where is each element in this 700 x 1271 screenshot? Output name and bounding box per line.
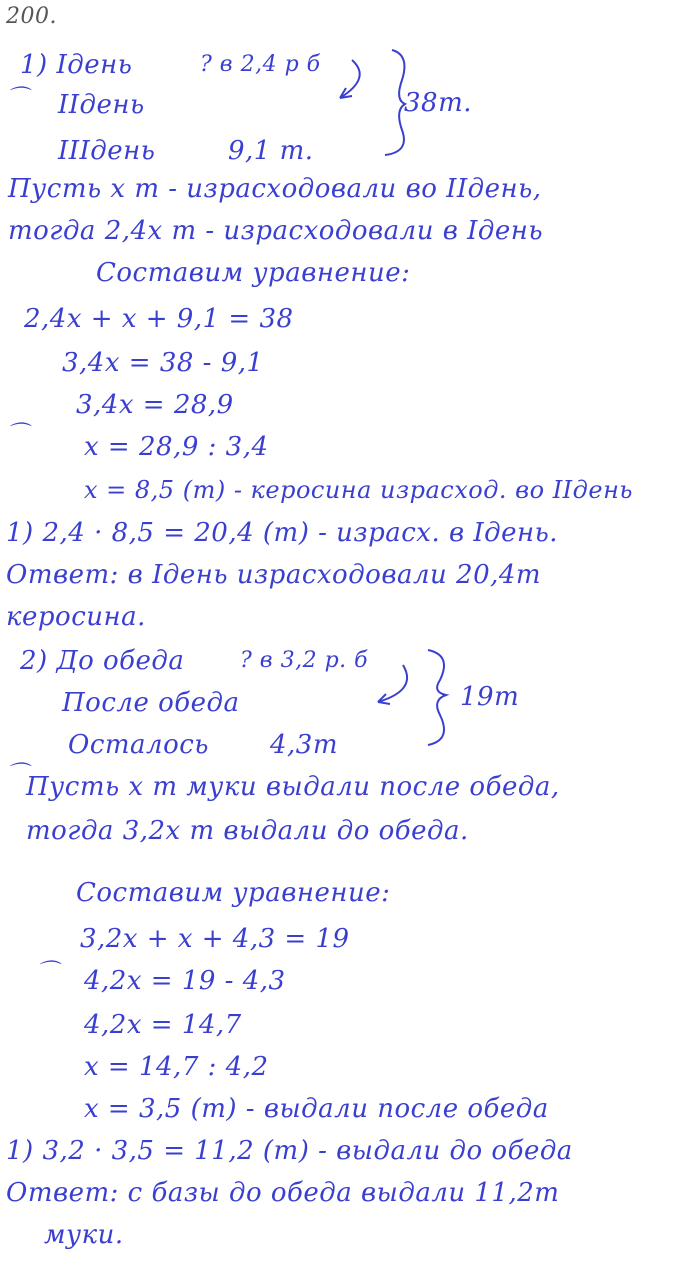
task2-equation: 3,2x + x + 4,3 = 19 <box>80 924 350 954</box>
task1-equation: 2,4x + x + 9,1 = 38 <box>24 304 294 334</box>
task2-compose: Составим уравнение: <box>76 878 391 908</box>
task2-then-line: тогда 3,2x т выдали до обеда. <box>26 816 469 846</box>
margin-mark: ⌒ <box>6 86 29 111</box>
task2-step: 1) 3,2 · 3,5 = 11,2 (т) - выдали до обеда <box>6 1136 573 1166</box>
arrow-task2 <box>378 665 407 702</box>
task2-let-line: Пусть x т муки выдали после обеда, <box>26 772 560 802</box>
task2-after-lunch: После обеда <box>62 688 240 718</box>
task2-total: 19т <box>460 682 520 712</box>
brace-task2 <box>428 650 446 745</box>
task1-equation: x = 8,5 (т) - керосина израсход. во IIдень <box>84 476 633 504</box>
task2-equation: x = 14,7 : 4,2 <box>84 1052 269 1082</box>
arrow-task1 <box>340 60 360 98</box>
task1-given-day3: IIIдень <box>58 136 156 166</box>
task2-remaining: Осталось <box>68 730 209 760</box>
task2-before-lunch-note: ? в 3,2 р. б <box>240 648 369 673</box>
margin-mark: ⌒ <box>36 960 59 985</box>
problem-number: 200. <box>6 4 57 29</box>
margin-mark: ⌒ <box>6 422 29 447</box>
task1-answer-line2: керосина. <box>6 602 146 632</box>
brace-task1 <box>385 50 405 155</box>
task1-given-day2: IIдень <box>58 90 145 120</box>
task1-equation: 3,4x = 38 - 9,1 <box>62 348 264 378</box>
margin-mark: ⌒ <box>6 762 29 787</box>
task1-step: 1) 2,4 · 8,5 = 20,4 (т) - израсх. в Iдень. <box>6 518 559 548</box>
task2-equation: 4,2x = 19 - 4,3 <box>84 966 286 996</box>
task2-equation: x = 3,5 (т) - выдали после обеда <box>84 1094 549 1124</box>
task1-answer-line1: Ответ: в Iдень израсходовали 20,4т <box>6 560 542 590</box>
task1-given-day1: 1) Iдень <box>20 50 133 80</box>
task2-equation: 4,2x = 14,7 <box>84 1010 242 1040</box>
task1-total: 38т. <box>404 88 473 118</box>
task1-compose: Составим уравнение: <box>96 258 411 288</box>
task1-equation: x = 28,9 : 3,4 <box>84 432 269 462</box>
task2-answer-line1: Ответ: с базы до обеда выдали 11,2т <box>6 1178 560 1208</box>
task2-remaining-value: 4,3т <box>270 730 339 760</box>
task2-answer-line2: муки. <box>44 1220 124 1250</box>
task1-given-day1-note: ? в 2,4 р б <box>200 52 321 77</box>
task1-then-line: тогда 2,4x т - израсходовали в Iдень <box>8 216 544 246</box>
task1-let-line: Пусть x т - израсходовали во IIдень, <box>8 174 542 204</box>
task2-before-lunch: 2) До обеда <box>20 646 185 676</box>
task1-equation: 3,4x = 28,9 <box>76 390 234 420</box>
task1-given-day3-value: 9,1 т. <box>228 136 314 166</box>
